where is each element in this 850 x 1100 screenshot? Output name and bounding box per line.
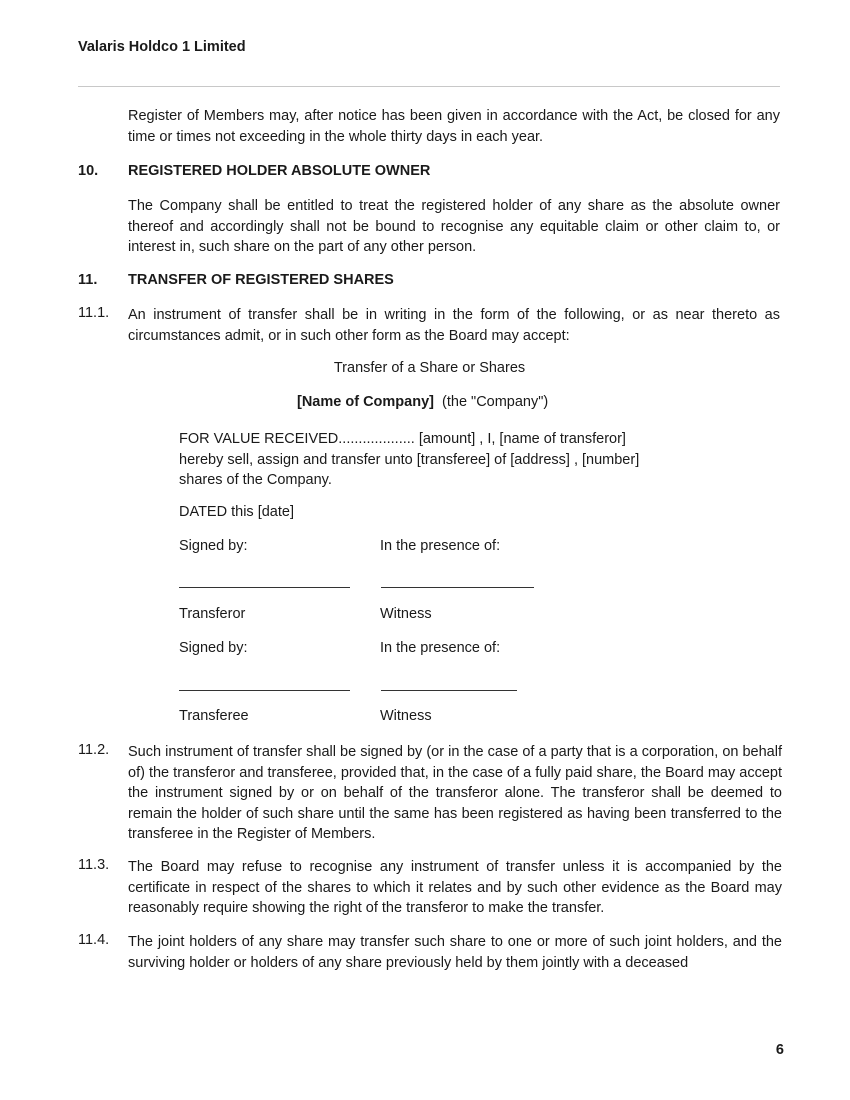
witness-label-1: Witness [380, 606, 432, 622]
signed-by-label-1: Signed by: [179, 538, 248, 554]
transferor-signature-line [179, 587, 350, 588]
clause-11-2-text: Such instrument of transfer shall be signed by (or in the case of a party that is a corporation, on behalf of) the transferor and transferee, provided that, in the case of a fully paid share, the Board may accept the instrument signed by or on behalf of the transferor alone. The transferor shall be deemed to remain the holder of such share until the same has been registered as having been transferred to the transferee in the Register of Members. [128, 744, 782, 842]
witness-label-2: Witness [380, 708, 432, 724]
clause-11-2-number: 11.2. [78, 742, 110, 758]
transferee-label: Transferee [179, 708, 249, 724]
page-number: 6 [775, 1042, 784, 1058]
intro-paragraph: Register of Members may, after notice has been given in accordance with the Act, be closed for any time or times not exceeding in the whole thirty days in each year. [128, 108, 780, 145]
transfer-form-value-block [179, 429, 639, 491]
clause-11-1-text: An instrument of transfer shall be in writing in the form of the following, or as near thereto as circumstances admit, or in such other form as the Board may accept: [128, 307, 780, 344]
section-10-body: The Company shall be entitled to treat the registered holder of any share as the absolute owner thereof and accordingly shall not be bound to recognise any equitable claim or other claim to, or interest in, such share on the part of any other person. [128, 198, 780, 255]
transferee-signature-line [179, 690, 350, 691]
witness-signature-line-2 [381, 690, 517, 691]
transfer-form-company-line [297, 394, 548, 410]
transferor-label: Transferor [179, 606, 246, 622]
clause-11-4-text: The joint holders of any share may transfer such share to one or more of such joint holders, and the surviving holder or holders of any share previously held by them jointly with a deceased [128, 934, 782, 971]
value-received-line-1: FOR VALUE RECEIVED................... [amount] , I, [name of transferor] [179, 431, 626, 447]
company-name-placeholder: [Name of Company] [297, 394, 434, 410]
presence-label-1: In the presence of: [380, 538, 501, 554]
header-divider [78, 86, 780, 87]
dated-line: DATED this [date] [179, 504, 294, 520]
clause-11-4-number: 11.4. [78, 932, 110, 948]
presence-label-2: In the presence of: [380, 640, 501, 656]
section-11-number: 11. [78, 272, 98, 288]
section-10-heading: REGISTERED HOLDER ABSOLUTE OWNER [128, 163, 431, 179]
document-header-title: Valaris Holdco 1 Limited [78, 39, 246, 55]
clause-11-3-number: 11.3. [78, 857, 110, 873]
value-received-line-2: hereby sell, assign and transfer unto [transferee] of [address] , [number] [179, 451, 640, 468]
company-suffix: (the "Company") [442, 394, 549, 410]
transfer-form-title: Transfer of a Share or Shares [333, 360, 526, 376]
section-10-number: 10. [78, 163, 99, 179]
clause-11-3-text: The Board may refuse to recognise any instrument of transfer unless it is accompanied by the certificate in respect of the shares to which it relates and by such other evidence as the Board may reasonably require showing the right of the transferor to make the transfer. [128, 859, 782, 916]
section-11-heading: TRANSFER OF REGISTERED SHARES [128, 272, 394, 288]
value-received-line-3: shares of the Company. [179, 472, 332, 488]
signed-by-label-2: Signed by: [179, 640, 248, 656]
clause-11-1-number: 11.1. [78, 305, 110, 321]
witness-signature-line-1 [381, 587, 534, 588]
